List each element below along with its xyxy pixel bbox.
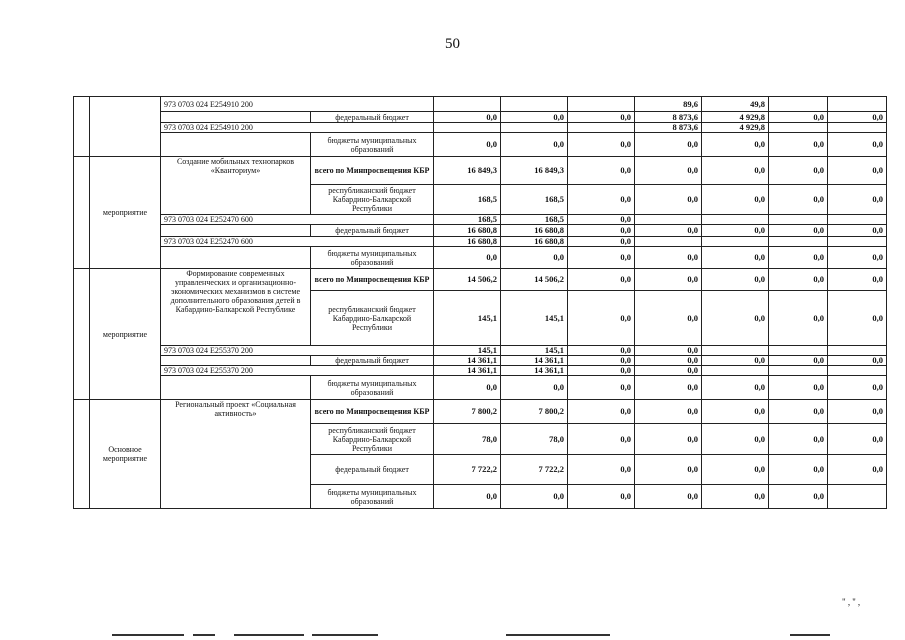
funding-source: бюджеты муниципальных образований — [311, 133, 434, 157]
value-cell: 0,0 — [769, 225, 828, 237]
value-cell: 0,0 — [702, 424, 769, 455]
table-row — [74, 97, 887, 112]
value-cell: 0,0 — [568, 400, 635, 424]
value-cell: 0,0 — [828, 269, 887, 291]
funding-source: республиканский бюджет Кабардино-Балкарской Республики — [311, 291, 434, 346]
table-row — [74, 346, 887, 356]
value-cell: 0,0 — [635, 269, 702, 291]
value-cell: 0,0 — [568, 215, 635, 225]
table-row — [74, 366, 887, 376]
value-cell: 0,0 — [635, 424, 702, 455]
footer-rule — [790, 634, 830, 636]
table-row — [74, 376, 887, 400]
budget-code: 973 0703 024 E254910 200 — [161, 123, 434, 133]
value-cell: 0,0 — [702, 485, 769, 509]
footer-rule — [193, 634, 215, 636]
funding-source: республиканский бюджет Кабардино-Балкарской Республики — [311, 185, 434, 215]
value-cell: 0,0 — [828, 225, 887, 237]
value-cell: 4 929,8 — [702, 123, 769, 133]
value-cell: 0,0 — [568, 269, 635, 291]
funding-source: федеральный бюджет — [311, 356, 434, 366]
budget-code: 973 0703 024 E252470 600 — [161, 215, 434, 225]
value-cell: 0,0 — [501, 133, 568, 157]
value-cell: 0,0 — [568, 485, 635, 509]
value-cell: 168,5 — [434, 215, 501, 225]
value-cell: 0,0 — [828, 376, 887, 400]
table-row — [74, 215, 887, 225]
value-cell: 7 800,2 — [434, 400, 501, 424]
value-cell: 7 722,2 — [434, 455, 501, 485]
value-cell: 14 506,2 — [501, 269, 568, 291]
value-cell: 145,1 — [501, 346, 568, 356]
value-cell: 0,0 — [635, 346, 702, 356]
funding-source: федеральный бюджет — [311, 455, 434, 485]
value-cell: 16 849,3 — [434, 157, 501, 185]
value-cell: 8 873,6 — [635, 112, 702, 123]
budget-code: 973 0703 024 E254910 200 — [161, 97, 434, 112]
table-row — [74, 269, 887, 291]
scan-marks: " , '' , — [842, 597, 861, 607]
value-cell: 0,0 — [769, 157, 828, 185]
value-cell: 0,0 — [769, 485, 828, 509]
indent-cell — [74, 157, 90, 269]
value-cell: 0,0 — [702, 400, 769, 424]
value-cell: 0,0 — [568, 291, 635, 346]
value-cell: 0,0 — [568, 376, 635, 400]
value-cell: 78,0 — [434, 424, 501, 455]
page-number: 50 — [445, 36, 460, 52]
value-cell: 0,0 — [702, 133, 769, 157]
value-cell: 0,0 — [828, 356, 887, 366]
table-row — [74, 112, 887, 123]
value-cell: 0,0 — [568, 455, 635, 485]
table-row — [74, 123, 887, 133]
value-cell: 0,0 — [828, 291, 887, 346]
value-cell: 0,0 — [635, 291, 702, 346]
funding-source: всего по Минпросвещения КБР — [311, 269, 434, 291]
value-cell: 0,0 — [568, 185, 635, 215]
funding-source: всего по Минпросвещения КБР — [311, 400, 434, 424]
value-cell: 0,0 — [568, 237, 635, 247]
value-cell: 0,0 — [702, 291, 769, 346]
type-cell — [90, 97, 161, 157]
value-cell: 0,0 — [828, 424, 887, 455]
value-cell: 0,0 — [434, 376, 501, 400]
value-cell: 0,0 — [769, 112, 828, 123]
value-cell: 168,5 — [501, 215, 568, 225]
funding-source: республиканский бюджет Кабардино-Балкарской Республики — [311, 424, 434, 455]
value-cell: 0,0 — [568, 133, 635, 157]
value-cell: 78,0 — [501, 424, 568, 455]
value-cell: 145,1 — [501, 291, 568, 346]
table-row — [74, 400, 887, 424]
value-cell: 14 506,2 — [434, 269, 501, 291]
activity-type: мероприятие — [90, 269, 161, 400]
table-row — [74, 247, 887, 269]
value-cell: 0,0 — [702, 356, 769, 366]
value-cell: 0,0 — [568, 112, 635, 123]
value-cell: 0,0 — [828, 157, 887, 185]
budget-table — [73, 96, 887, 509]
value-cell: 0,0 — [769, 400, 828, 424]
value-cell: 7 722,2 — [501, 455, 568, 485]
footer-rule — [234, 634, 304, 636]
value-cell: 0,0 — [828, 133, 887, 157]
funding-source: федеральный бюджет — [311, 225, 434, 237]
value-cell: 0,0 — [769, 269, 828, 291]
indent-cell — [74, 400, 90, 509]
funding-source: бюджеты муниципальных образований — [311, 485, 434, 509]
value-cell: 0,0 — [702, 269, 769, 291]
value-cell: 89,6 — [635, 97, 702, 112]
activity-type: мероприятие — [90, 157, 161, 269]
value-cell: 0,0 — [769, 424, 828, 455]
value-cell: 16 680,8 — [501, 225, 568, 237]
value-cell: 0,0 — [769, 247, 828, 269]
value-cell: 0,0 — [769, 133, 828, 157]
value-cell: 0,0 — [702, 455, 769, 485]
funding-source: бюджеты муниципальных образований — [311, 247, 434, 269]
budget-code: 973 0703 024 E255370 200 — [161, 366, 434, 376]
value-cell: 0,0 — [828, 185, 887, 215]
value-cell: 0,0 — [769, 291, 828, 346]
value-cell: 168,5 — [434, 185, 501, 215]
value-cell: 0,0 — [828, 400, 887, 424]
value-cell: 0,0 — [769, 376, 828, 400]
value-cell: 0,0 — [635, 225, 702, 237]
table-row — [74, 225, 887, 237]
value-cell: 145,1 — [434, 291, 501, 346]
value-cell: 0,0 — [568, 366, 635, 376]
value-cell: 0,0 — [635, 356, 702, 366]
value-cell: 0,0 — [568, 157, 635, 185]
value-cell: 49,8 — [702, 97, 769, 112]
value-cell: 0,0 — [501, 112, 568, 123]
value-cell: 0,0 — [702, 157, 769, 185]
value-cell: 0,0 — [501, 247, 568, 269]
funding-source: всего по Минпросвещения КБР — [311, 157, 434, 185]
value-cell: 0,0 — [769, 356, 828, 366]
value-cell: 0,0 — [434, 112, 501, 123]
value-cell: 14 361,1 — [434, 356, 501, 366]
value-cell: 14 361,1 — [501, 366, 568, 376]
value-cell: 0,0 — [702, 185, 769, 215]
indent-cell — [74, 97, 90, 157]
value-cell: 0,0 — [635, 485, 702, 509]
activity-name: Создание мобильных технопарков «Кванториум» — [161, 157, 311, 215]
value-cell: 0,0 — [828, 455, 887, 485]
value-cell: 0,0 — [568, 346, 635, 356]
value-cell: 0,0 — [702, 247, 769, 269]
value-cell: 0,0 — [828, 247, 887, 269]
funding-source: федеральный бюджет — [311, 112, 434, 123]
table-row — [74, 237, 887, 247]
value-cell: 0,0 — [568, 356, 635, 366]
value-cell: 0,0 — [769, 455, 828, 485]
value-cell: 4 929,8 — [702, 112, 769, 123]
value-cell: 0,0 — [434, 133, 501, 157]
value-cell: 0,0 — [635, 157, 702, 185]
value-cell: 0,0 — [635, 366, 702, 376]
value-cell: 0,0 — [501, 485, 568, 509]
value-cell: 145,1 — [434, 346, 501, 356]
table-row — [74, 157, 887, 185]
value-cell: 0,0 — [568, 225, 635, 237]
activity-type: Основное мероприятие — [90, 400, 161, 509]
value-cell: 0,0 — [635, 376, 702, 400]
activity-name: Формирование современных управленческих и организационно-экономических механизмов в системе дополнительного образования детей в Кабардино-Балкарской Республике — [161, 269, 311, 346]
value-cell: 0,0 — [568, 424, 635, 455]
value-cell: 0,0 — [702, 376, 769, 400]
table-row — [74, 133, 887, 157]
footer-rule — [312, 634, 378, 636]
footer-rule — [506, 634, 610, 636]
value-cell: 0,0 — [501, 376, 568, 400]
value-cell: 0,0 — [635, 455, 702, 485]
table-row — [74, 356, 887, 366]
value-cell: 16 680,8 — [501, 237, 568, 247]
value-cell: 16 680,8 — [434, 225, 501, 237]
value-cell: 0,0 — [635, 400, 702, 424]
footer-rule — [112, 634, 184, 636]
budget-code: 973 0703 024 E252470 600 — [161, 237, 434, 247]
value-cell: 0,0 — [635, 133, 702, 157]
budget-code: 973 0703 024 E255370 200 — [161, 346, 434, 356]
value-cell: 14 361,1 — [434, 366, 501, 376]
value-cell: 0,0 — [635, 185, 702, 215]
value-cell: 0,0 — [568, 247, 635, 269]
funding-source: бюджеты муниципальных образований — [311, 376, 434, 400]
value-cell: 0,0 — [828, 112, 887, 123]
value-cell: 16 680,8 — [434, 237, 501, 247]
value-cell: 168,5 — [501, 185, 568, 215]
value-cell: 7 800,2 — [501, 400, 568, 424]
value-cell: 0,0 — [702, 225, 769, 237]
indent-cell — [74, 269, 90, 400]
value-cell: 16 849,3 — [501, 157, 568, 185]
value-cell: 0,0 — [635, 247, 702, 269]
value-cell: 14 361,1 — [501, 356, 568, 366]
value-cell: 0,0 — [769, 185, 828, 215]
value-cell: 0,0 — [434, 485, 501, 509]
value-cell: 0,0 — [434, 247, 501, 269]
activity-name: Региональный проект «Социальная активность» — [161, 400, 311, 509]
value-cell: 8 873,6 — [635, 123, 702, 133]
